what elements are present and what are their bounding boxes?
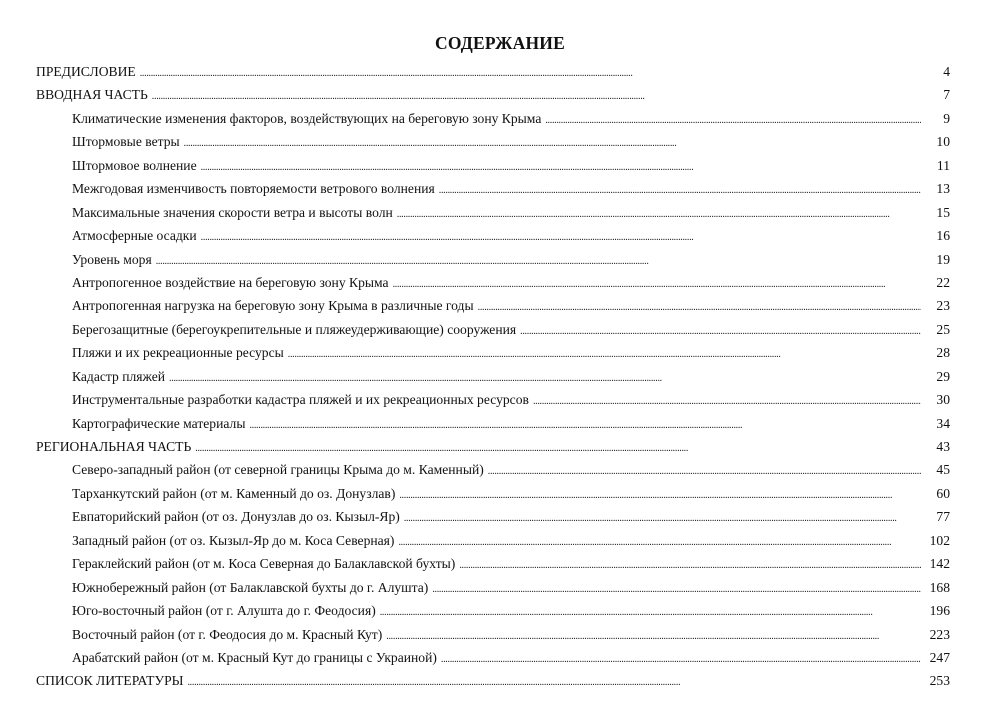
toc-page-number: 223 [929, 626, 950, 642]
page-title: СОДЕРЖАНИЕ [434, 33, 565, 53]
toc-page-number: 34 [936, 415, 950, 431]
toc-subsection-entry[interactable] [0, 341, 990, 364]
toc-page-number: 22 [936, 274, 950, 290]
dot-leader [520, 320, 921, 343]
toc-page-number: 253 [929, 673, 950, 689]
dot-leader [152, 85, 921, 108]
toc-subsection-entry[interactable] [0, 458, 990, 481]
toc-page-number: 196 [929, 603, 950, 619]
dot-leader [404, 507, 921, 530]
toc-page-number: 45 [936, 462, 950, 478]
dot-leader [380, 601, 921, 624]
dot-leader [140, 62, 921, 85]
toc-entry-label: РЕГИОНАЛЬНАЯ ЧАСТЬ [36, 439, 192, 454]
toc-subsection-entry[interactable] [0, 365, 990, 388]
dot-leader [201, 226, 921, 249]
dot-leader [156, 250, 921, 273]
dot-leader [439, 179, 921, 202]
toc-entry-label: Гераклейский район (от м. Коса Северная до Балаклавской бухты) [72, 556, 456, 572]
toc-subsection-entry[interactable] [0, 623, 990, 646]
toc-page-number: 15 [936, 204, 950, 220]
toc-page-number: 60 [936, 485, 950, 501]
toc-entry-label: Юго-восточный район (от г. Алушта до г. Феодосия) [72, 603, 376, 619]
dot-leader [288, 343, 921, 366]
toc-entry-label: Берегозащитные (берегоукрепительные и пляжеудерживающие) сооружения [72, 321, 517, 337]
toc-subsection-entry[interactable] [0, 412, 990, 435]
dot-leader [386, 625, 921, 648]
toc-entry-label: Кадастр пляжей [72, 368, 166, 384]
toc-entry-label: Уровень моря [72, 251, 152, 267]
toc-subsection-entry[interactable] [0, 529, 990, 552]
toc-entry-label: ПРЕДИСЛОВИЕ [36, 64, 136, 79]
toc-page-number: 11 [936, 157, 950, 173]
toc-subsection-entry[interactable] [0, 646, 990, 669]
toc-section-entry[interactable] [0, 60, 990, 83]
toc-entry-label: Штормовое волнение [72, 157, 197, 173]
toc-subsection-entry[interactable] [0, 224, 990, 247]
toc-entry-row [72, 646, 950, 671]
toc-page-number: 28 [936, 345, 950, 361]
toc-subsection-entry[interactable] [0, 248, 990, 271]
table-of-contents [0, 60, 990, 693]
toc-subsection-entry[interactable] [0, 482, 990, 505]
toc-entry-label: СПИСОК ЛИТЕРАТУРЫ [36, 673, 184, 689]
dot-leader [399, 484, 921, 507]
toc-entry-label: Антропогенное воздействие на береговую зону Крыма [72, 274, 389, 290]
toc-subsection-entry[interactable] [0, 177, 990, 200]
toc-entry-row [72, 458, 950, 483]
toc-entry-label: Картографические материалы [72, 415, 246, 431]
toc-entry-label: Инструментальные разработки кадастра пляжей и их рекреационных ресурсов [72, 392, 529, 408]
dot-leader [533, 390, 921, 413]
toc-page-number: 77 [936, 509, 950, 525]
toc-entry-label: ВВОДНАЯ ЧАСТЬ [36, 87, 148, 103]
toc-subsection-entry[interactable] [0, 271, 990, 294]
toc-entry-row [72, 599, 950, 624]
toc-entry-row [72, 154, 950, 179]
dot-leader [169, 367, 921, 390]
toc-page-number: 4 [943, 64, 950, 79]
toc-page-number: 23 [936, 298, 950, 314]
toc-page-number: 30 [936, 392, 950, 408]
toc-entry-row [72, 271, 950, 296]
toc-page-number: 43 [936, 439, 950, 454]
dot-leader [459, 554, 921, 577]
toc-entry-row [72, 388, 950, 413]
toc-page-number: 142 [929, 556, 950, 572]
dot-leader [195, 437, 921, 460]
toc-page-number: 13 [936, 181, 950, 197]
toc-entry-row [72, 623, 950, 648]
dot-leader [187, 671, 921, 694]
toc-entry-label: Тарханкутский район (от м. Каменный до оз. Донузлав) [72, 485, 396, 501]
toc-entry-label: Северо-западный район (от северной границы Крыма до м. Каменный) [72, 462, 484, 478]
toc-subsection-entry[interactable] [0, 294, 990, 317]
toc-entry-row [36, 60, 950, 85]
dot-leader [545, 109, 921, 132]
toc-entry-label: Евпаторийский район (от оз. Донузлав до оз. Кызыл-Яр) [72, 509, 400, 525]
toc-page-number: 16 [936, 228, 950, 244]
toc-section-entry[interactable] [0, 83, 990, 106]
toc-entry-row [72, 412, 950, 437]
toc-subsection-entry[interactable] [0, 201, 990, 224]
toc-entry-label: Климатические изменения факторов, воздействующих на береговую зону Крыма [72, 110, 542, 126]
toc-section-entry[interactable] [0, 435, 990, 458]
toc-page-number: 168 [929, 579, 950, 595]
toc-page-number: 7 [943, 87, 950, 103]
dot-leader [393, 273, 921, 296]
toc-subsection-entry[interactable] [0, 107, 990, 130]
dot-leader [432, 578, 921, 601]
toc-entry-label: Межгодовая изменчивость повторяемости ветрового волнения [72, 181, 435, 197]
toc-entry-label: Арабатский район (от м. Красный Кут до границы с Украиной) [72, 649, 437, 665]
dot-leader [488, 460, 921, 483]
toc-entry-row [72, 130, 950, 155]
toc-subsection-entry[interactable] [0, 576, 990, 599]
toc-page-number: 29 [936, 368, 950, 384]
toc-subsection-entry[interactable] [0, 552, 990, 575]
toc-page-number: 102 [929, 532, 950, 548]
toc-entry-row [72, 107, 950, 132]
dot-leader [201, 156, 921, 179]
toc-entry-label: Антропогенная нагрузка на береговую зону Крыма в различные годы [72, 298, 474, 314]
toc-section-entry[interactable] [0, 669, 990, 692]
toc-entry-row [72, 224, 950, 249]
toc-entry-label: Восточный район (от г. Феодосия до м. Красный Кут) [72, 626, 383, 642]
dot-leader [398, 531, 921, 554]
toc-page-number: 9 [943, 110, 950, 126]
toc-entry-row [36, 435, 950, 460]
toc-subsection-entry[interactable] [0, 388, 990, 411]
toc-entry-label: Максимальные значения скорости ветра и высоты волн [72, 204, 393, 220]
toc-entry-label: Атмосферные осадки [72, 228, 197, 244]
toc-subsection-entry[interactable] [0, 505, 990, 528]
toc-entry-row [36, 83, 950, 108]
toc-entry-label: Штормовые ветры [72, 134, 180, 150]
toc-page-number: 19 [936, 251, 950, 267]
dot-leader [441, 648, 921, 671]
toc-entry-label: Пляжи и их рекреационные ресурсы [72, 345, 284, 361]
toc-entry-row [72, 318, 950, 343]
toc-entry-row [72, 365, 950, 390]
toc-page-number: 25 [936, 321, 950, 337]
toc-entry-row [72, 529, 950, 554]
toc-entry-label: Южнобережный район (от Балаклавской бухты до г. Алушта) [72, 579, 429, 595]
dot-leader [397, 203, 921, 226]
dot-leader [249, 414, 921, 437]
toc-subsection-entry[interactable] [0, 154, 990, 177]
toc-entry-row [72, 505, 950, 530]
toc-entry-row [72, 552, 950, 577]
toc-entry-row [72, 576, 950, 601]
toc-entry-row [36, 669, 950, 694]
toc-entry-row [72, 177, 950, 202]
toc-subsection-entry[interactable] [0, 599, 990, 622]
toc-entry-row [72, 248, 950, 273]
toc-entry-row [72, 201, 950, 226]
toc-page-number: 10 [936, 134, 950, 150]
toc-entry-row [72, 294, 950, 319]
toc-subsection-entry[interactable] [0, 130, 990, 153]
toc-page-number: 247 [929, 649, 950, 665]
toc-entry-label: Западный район (от оз. Кызыл-Яр до м. Коса Северная) [72, 532, 395, 548]
toc-subsection-entry[interactable] [0, 318, 990, 341]
toc-entry-row [72, 341, 950, 366]
dot-leader [184, 132, 921, 155]
dot-leader [478, 296, 921, 319]
toc-entry-row [72, 482, 950, 507]
